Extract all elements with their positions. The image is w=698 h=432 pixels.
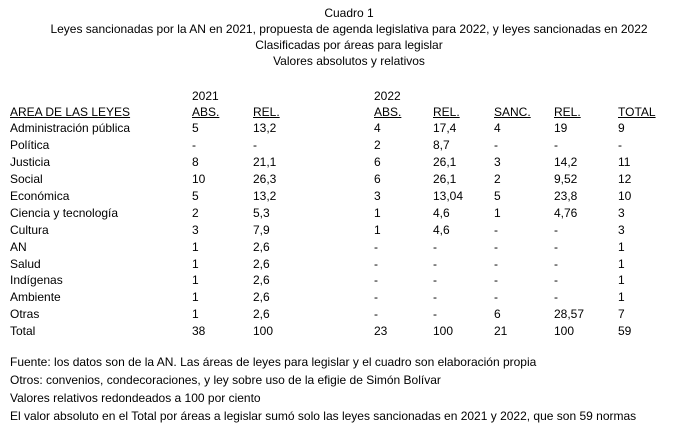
column-header-total: TOTAL [618, 105, 656, 119]
value-cell: 5 [192, 189, 199, 203]
note-rounding: Valores relativos redondeados a 100 por ciento [10, 391, 261, 405]
table-row [10, 204, 682, 221]
value-cell: - [494, 290, 498, 305]
table-title: Leyes sancionadas por la AN en 2021, propuesta de agenda legislativa para 2022, y leyes sancionadas en 2022 [50, 22, 648, 36]
area-name-cell: Indígenas [10, 273, 63, 288]
table-row [10, 306, 682, 323]
value-cell: 4 [494, 121, 501, 136]
value-cell: - [433, 256, 437, 271]
value-cell: 23 [374, 324, 388, 339]
area-name-cell: AN [10, 239, 27, 254]
value-cell: 4,6 [433, 222, 450, 237]
column-header-rel-sanc: REL. [554, 105, 581, 119]
value-cell: 2,6 [253, 307, 270, 322]
value-cell: - [554, 222, 558, 237]
value-cell: 1 [374, 222, 381, 237]
year-2022-label: 2022 [374, 89, 401, 103]
value-cell: 6 [494, 307, 501, 322]
value-cell: - [374, 290, 378, 305]
area-name-cell: Ambiente [10, 290, 61, 305]
area-name-cell: Total [10, 324, 36, 339]
value-cell: - [554, 256, 558, 271]
area-name-cell: Ciencia y tecnología [10, 205, 119, 220]
value-cell: 4,6 [433, 205, 450, 220]
value-cell: 28,57 [554, 307, 585, 322]
value-cell: 9,52 [554, 172, 578, 187]
value-cell: 3 [618, 222, 625, 237]
column-header-abs-2022: ABS. [374, 105, 402, 119]
value-cell: 5 [192, 121, 199, 136]
value-cell: 1 [494, 205, 501, 220]
value-cell: 5 [494, 189, 501, 203]
value-cell: 21,1 [253, 155, 277, 170]
value-cell: - [374, 273, 378, 288]
value-cell: 5,3 [253, 205, 270, 220]
table-subtitle-values: Valores absolutos y relativos [273, 54, 425, 68]
value-cell: 26,1 [433, 172, 457, 187]
value-cell: 59 [618, 324, 632, 339]
value-cell: 3 [494, 155, 501, 170]
value-cell: 1 [192, 290, 199, 305]
note-source: Fuente: los datos son de la AN. Las áreas de leyes para legislar y el cuadro son elaboración propia [10, 355, 537, 369]
value-cell: 2 [374, 138, 381, 153]
table-row [10, 272, 682, 289]
column-header-rel-2022: REL. [433, 105, 460, 119]
area-name-cell: Social [10, 172, 43, 187]
value-cell: 7,9 [253, 222, 270, 237]
value-cell: - [433, 273, 437, 288]
value-cell: 100 [433, 324, 454, 339]
table-row [10, 221, 682, 238]
value-cell: 2 [192, 205, 199, 220]
column-header-abs-2021: ABS. [192, 105, 220, 119]
value-cell: - [433, 239, 437, 254]
table-row [10, 238, 682, 255]
value-cell: - [374, 256, 378, 271]
value-cell: 1 [618, 290, 625, 305]
value-cell: 1 [374, 205, 381, 220]
note-others: Otros: convenios, condecoraciones, y ley sobre uso de la efigie de Simón Bolívar [10, 373, 441, 387]
year-2021-label: 2021 [192, 89, 219, 103]
value-cell: 4,76 [554, 205, 578, 220]
value-cell: - [433, 290, 437, 305]
value-cell: 13,2 [253, 121, 277, 136]
value-cell: 3 [192, 222, 199, 237]
value-cell: 10 [618, 189, 632, 203]
laws-table [10, 104, 682, 340]
table-row [10, 154, 682, 171]
table-notes [10, 353, 636, 425]
value-cell: 26,3 [253, 172, 277, 187]
value-cell: 8 [192, 155, 199, 170]
table-body [10, 120, 682, 340]
area-name-cell: Justicia [10, 155, 51, 170]
value-cell: - [554, 239, 558, 254]
value-cell: 14,2 [554, 155, 578, 170]
column-header-rel-2021: REL. [253, 105, 280, 119]
value-cell: 1 [618, 239, 625, 254]
value-cell: 6 [374, 155, 381, 170]
column-header-sanc-2022: SANC. [494, 105, 531, 119]
year-headers [0, 89, 698, 105]
value-cell: 3 [374, 189, 381, 203]
table-row [10, 323, 682, 340]
value-cell: - [494, 239, 498, 254]
value-cell: - [618, 138, 622, 153]
value-cell: 2 [494, 172, 501, 187]
value-cell: 3 [618, 205, 625, 220]
table-row [10, 255, 682, 272]
note-total: El valor absoluto en el Total por áreas a legislar sumó solo las leyes sancionadas en 2021 y 2022, que son 59 normas [10, 409, 637, 423]
table-row [10, 289, 682, 306]
value-cell: 38 [192, 324, 206, 339]
value-cell: 8,7 [433, 138, 450, 153]
value-cell: - [494, 138, 498, 153]
value-cell: 17,4 [433, 121, 457, 136]
value-cell: 1 [618, 256, 625, 271]
value-cell: 2,6 [253, 256, 270, 271]
value-cell: 23,8 [554, 189, 578, 203]
value-cell: - [374, 239, 378, 254]
value-cell: 2,6 [253, 273, 270, 288]
area-name-cell: Política [10, 138, 50, 153]
value-cell: 100 [253, 324, 274, 339]
area-name-cell: Salud [10, 256, 41, 271]
value-cell: - [374, 307, 378, 322]
value-cell: 1 [192, 239, 199, 254]
table-row [10, 120, 682, 137]
value-cell: - [554, 273, 558, 288]
value-cell: 2,6 [253, 239, 270, 254]
column-header-area: AREA DE LAS LEYES [10, 105, 131, 119]
area-name-cell: Otras [10, 307, 40, 322]
value-cell: 7 [618, 307, 625, 322]
table-row [10, 137, 682, 154]
value-cell: - [554, 138, 558, 153]
value-cell: 19 [554, 121, 568, 136]
value-cell: 26,1 [433, 155, 457, 170]
value-cell: 1 [618, 273, 625, 288]
value-cell: - [192, 138, 196, 153]
value-cell: 2,6 [253, 290, 270, 305]
value-cell: 6 [374, 172, 381, 187]
value-cell: - [494, 256, 498, 271]
value-cell: 1 [192, 273, 199, 288]
value-cell: 1 [192, 256, 199, 271]
value-cell: - [253, 138, 257, 153]
table-row [10, 188, 682, 205]
value-cell: 100 [554, 324, 575, 339]
table-subtitle: Clasificadas por áreas para legislar [255, 38, 443, 52]
value-cell: - [494, 222, 498, 237]
value-cell: 1 [192, 307, 199, 322]
area-name-cell: Administración pública [10, 121, 131, 136]
area-name-cell: Económica [10, 189, 70, 203]
value-cell: - [433, 307, 437, 322]
value-cell: 12 [618, 172, 632, 187]
area-name-cell: Cultura [10, 222, 49, 237]
value-cell: 9 [618, 121, 625, 136]
value-cell: 4 [374, 121, 381, 136]
value-cell: 10 [192, 172, 206, 187]
table-caption [0, 5, 698, 69]
table-row [10, 171, 682, 188]
value-cell: 11 [618, 155, 631, 170]
value-cell: - [494, 273, 498, 288]
value-cell: 21 [494, 324, 508, 339]
table-header-row [10, 104, 682, 120]
table-number: Cuadro 1 [324, 6, 374, 20]
value-cell: 13,2 [253, 189, 277, 203]
value-cell: 13,04 [433, 189, 464, 203]
value-cell: - [554, 290, 558, 305]
